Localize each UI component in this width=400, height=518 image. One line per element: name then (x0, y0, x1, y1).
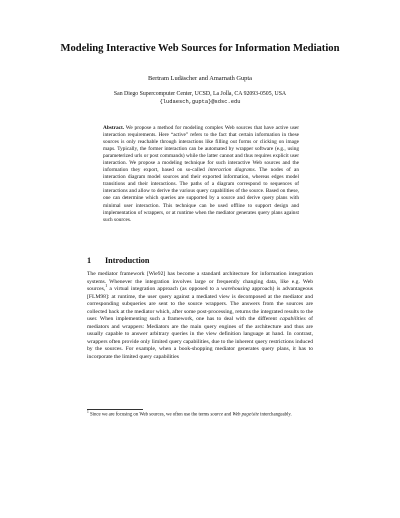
abstract-emphasis: interaction diagrams (208, 167, 255, 174)
footnote-marker: 1 (105, 283, 108, 289)
footnote-text-2: and (224, 412, 232, 418)
section-heading (87, 256, 149, 266)
paper-title: Modeling Interactive Web Sources for Information Mediation (60, 43, 340, 54)
footnote-emphasis-source: source (210, 412, 223, 418)
intro-text-4: of mediators and wrappers: Mediators are the main query engines of the architecture and thus are usually capable to answer arbitrary queries in the view definition language at hand. In contrast, wrappers often provide only limited query capabilities, due to the inherent query restrictions induced by the sources. For example, when a book-shopping mediator generates query plans, it has to incorporate the limited query capabilities (87, 316, 313, 361)
footnote-rule (87, 409, 143, 410)
footnote (87, 412, 313, 419)
abstract-text-1: We propose a method for modeling complex Web sources that have active user interaction requirements. Here “active” refers to the fact that certain information in these sources is only reachable through interactions like filling out forms or clicking on image maps. Typically, the former interaction can be automated by wrapper software (e.g., using parameterized urls or post commands) while the latter cannot and thus requires explicit user interaction. We propose a modeling technique for such interactive Web sources and the information they export, based on so-called (103, 125, 299, 174)
abstract-text-2: . The nodes of an interaction diagram model sources and their exported information, whereas edges model transitions and their interactions. The paths of a diagram correspond to sequences of interactions and allow to derive the various query capabilities of the source. Based on these, one can determine which queries are supported by a source and derive query plans with minimal user interaction. This technique can be used offline to support design and implementation of wrappers, or at runtime when the mediator generates query plans against such sources. (103, 167, 300, 223)
author-email: {ludaesch,gupta}@sdsc.edu (159, 98, 241, 105)
intro-emphasis-capabilities: capabilities (279, 316, 306, 323)
intro-text-3: approach) is advantageous [FLM98]: at runtime, the user query against a mediated view is decomposed at the mediator and corresponding subqueries are sent to the source wrappers. The answers from the sources are collected back at the mediator which, after some post-processing, returns the integrated results to the user. When implementing such a framework, one has to deal with the different (87, 286, 313, 323)
section-number: 1 (87, 256, 92, 265)
abstract-label: Abstract. (103, 125, 125, 131)
introduction-paragraph (87, 271, 313, 362)
affiliation-address: San Diego Supercomputer Center, UCSD, La Jolla, CA 92093-0505, USA (113, 91, 287, 97)
paper-authors: Bertram Ludäscher and Amarnath Gupta (148, 75, 252, 82)
author-affiliation (0, 91, 400, 106)
footnote-text-1: Since we are focusing on Web sources, we often use the terms (90, 412, 210, 418)
footnote-text-3: interchangeably. (260, 412, 292, 418)
footnote-emphasis-web: Web page/site (232, 412, 259, 418)
intro-text-2: a virtual integration approach (as opposed to a (107, 286, 219, 293)
section-title: Introduction (105, 256, 150, 265)
abstract (103, 125, 299, 224)
intro-emphasis-warehousing: warehousing (221, 286, 250, 293)
intro-text-1: The mediator framework [Wie92] has become a standard architecture for information integration systems. Whenever the integration involves large or frequently changing data, like e.g. Web sources, (87, 271, 313, 293)
footnote-number: 1 (87, 410, 89, 414)
